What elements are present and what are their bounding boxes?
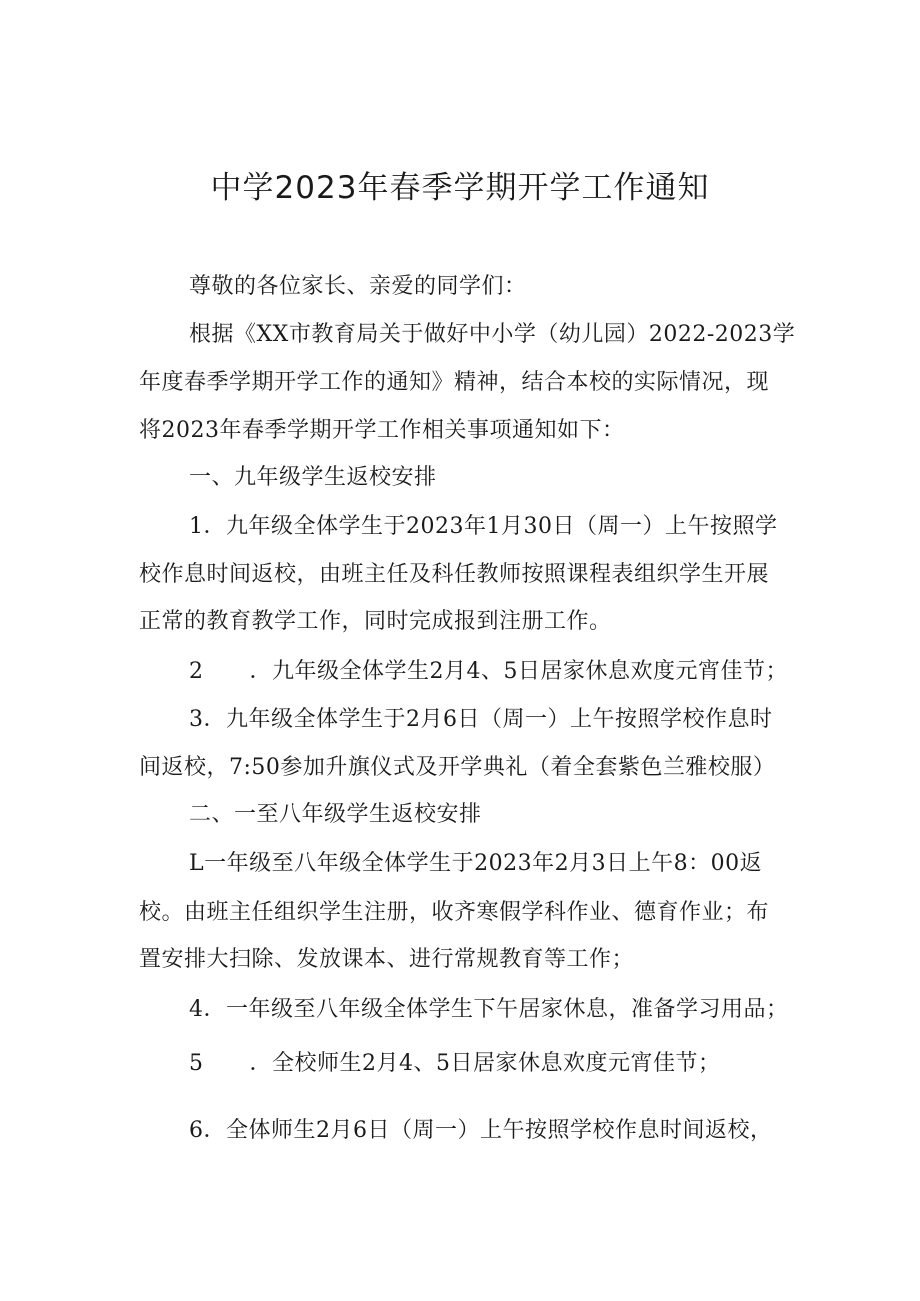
section-1-heading: 一、九年级学生返校安排 xyxy=(189,465,437,490)
intro-line-1: 根据《XX市教育局关于做好中小学（幼儿园）2022-2023学 xyxy=(189,322,796,347)
document-title: 中学2023年春季学期开学工作通知 xyxy=(210,170,710,206)
section-1-item-2 xyxy=(189,657,788,687)
section-1-item-1-line-3: 正常的教育教学工作，同时完成报到注册工作。 xyxy=(139,609,612,634)
section-1-item-3-line-2: 间返校，7:50参加升旗仪式及开学典礼（着全套紫色兰雅校服） xyxy=(139,755,776,780)
section-2-item-5-number: 5 xyxy=(189,1051,204,1076)
greeting: 尊敬的各位家长、亲爱的同学们： xyxy=(189,274,527,299)
section-1-item-2-number: 2 xyxy=(189,659,204,684)
intro-line-2: 年度春季学期开学工作的通知》精神，结合本校的实际情况，现 xyxy=(139,370,770,395)
section-2-item-1-line-2: 校。由班主任组织学生注册，收齐寒假学科作业、德育作业；布 xyxy=(139,900,770,925)
section-1-item-1-line-2: 校作息时间返校，由班主任及科任教师按照课程表组织学生开展 xyxy=(139,562,770,587)
section-2-item-5 xyxy=(189,1049,721,1079)
section-1-item-2-text: ．九年级全体学生2月4、5日居家休息欢度元宵佳节； xyxy=(249,659,788,684)
section-2-item-1-line-3: 置安排大扫除、发放课本、进行常规教育等工作； xyxy=(139,947,635,972)
section-2-item-5-text: ．全校师生2月4、5日居家休息欢度元宵佳节； xyxy=(249,1051,721,1076)
section-2-item-6: 6．全体师生2月6日（周一）上午按照学校作息时间返校， xyxy=(189,1118,773,1143)
section-1-item-1-line-1: 1．九年级全体学生于2023年1月30日（周一）上午按照学 xyxy=(189,514,778,539)
section-2-item-1-line-1: L一年级至八年级全体学生于2023年2月3日上午8：00返 xyxy=(189,851,763,876)
section-2-item-4: 4．一年级至八年级全体学生下午居家休息，准备学习用品； xyxy=(189,997,789,1022)
section-2-heading: 二、一至八年级学生返校安排 xyxy=(189,802,482,827)
intro-line-3: 将2023年春季学期开学工作相关事项通知如下： xyxy=(139,418,625,443)
section-1-item-3-line-1: 3．九年级全体学生于2月6日（周一）上午按照学校作息时 xyxy=(189,707,773,732)
